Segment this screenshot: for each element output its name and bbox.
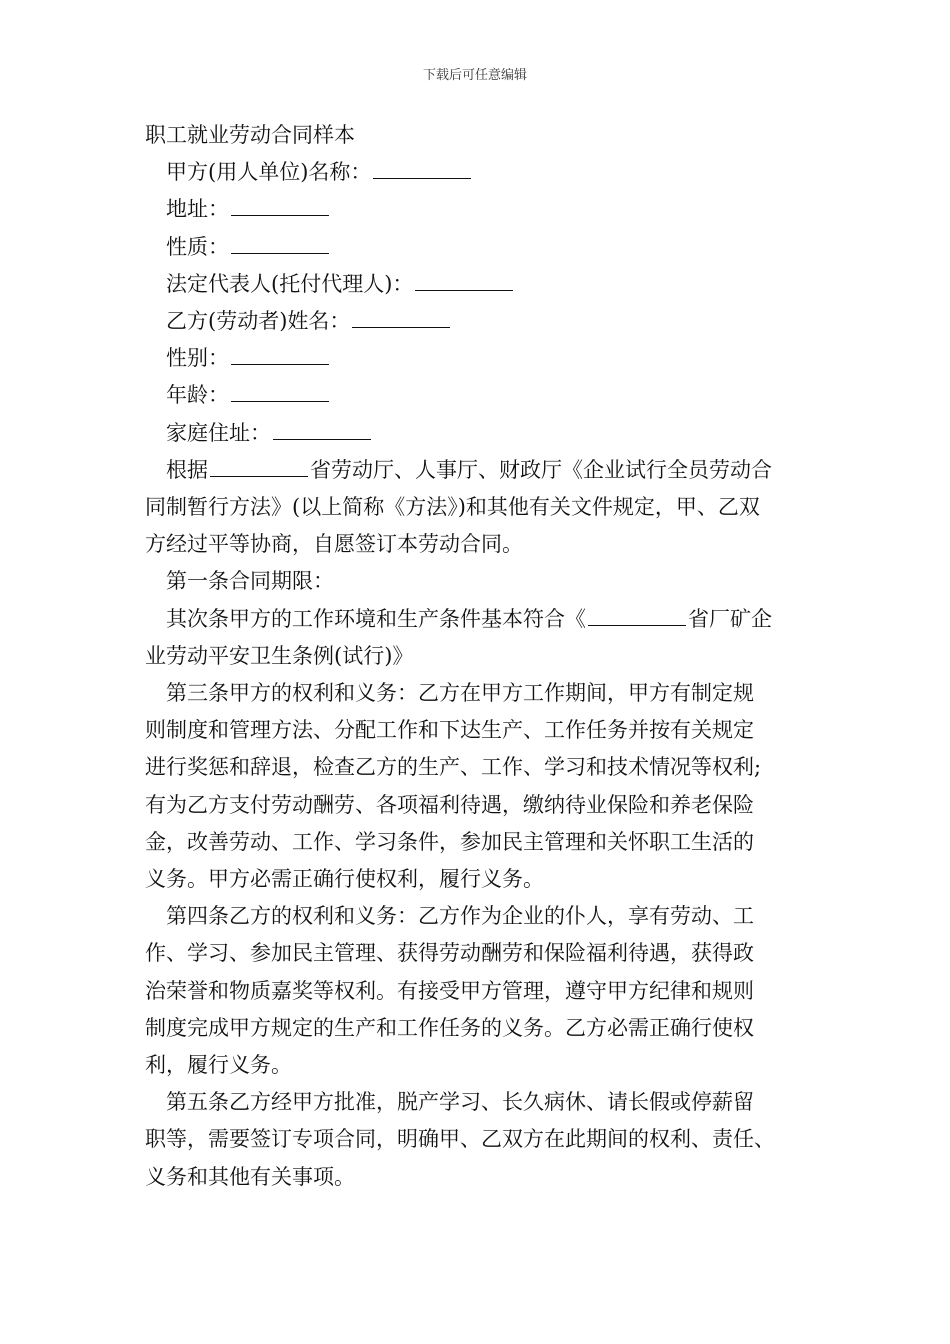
fill-blank[interactable]: [231, 340, 329, 365]
contract-document: [145, 117, 825, 1196]
article-5-line: 第五条乙方经甲方批准，脱产学习、长久病休、请长假或停薪留: [166, 1090, 754, 1115]
article-5-line: 义务和其他有关事项。: [145, 1164, 355, 1189]
field-employee-name: [145, 303, 825, 340]
article-4-line: 利，履行义务。: [145, 1053, 292, 1078]
field-employer-name: [145, 154, 825, 191]
article-3-line: 进行奖惩和辞退，检查乙方的生产、工作、学习和技术情况等权利;: [145, 755, 762, 780]
field-age: [145, 377, 825, 414]
fill-blank[interactable]: [210, 452, 308, 477]
fill-blank[interactable]: [231, 229, 329, 254]
field-label: 家庭住址：: [166, 420, 271, 445]
article-4-line: 治荣誉和物质嘉奖等权利。有接受甲方管理，遵守甲方纪律和规则: [145, 978, 754, 1003]
article-3-line: 第三条甲方的权利和义务：乙方在甲方工作期间，甲方有制定规: [166, 681, 754, 706]
field-nature: [145, 229, 825, 266]
article-4-line: 制度完成甲方规定的生产和工作任务的义务。乙方必需正确行使权: [145, 1015, 754, 1040]
fill-blank[interactable]: [588, 601, 686, 626]
article-2-line-2: 业劳动平安卫生条例(试行)》: [145, 643, 414, 668]
fill-blank[interactable]: [373, 154, 471, 179]
field-address: [145, 191, 825, 228]
document-title: 职工就业劳动合同样本: [145, 123, 355, 147]
basis-line-1: [145, 452, 825, 489]
article-2-line-1: [145, 601, 825, 638]
field-label: 乙方(劳动者)姓名：: [166, 309, 351, 334]
article-3-line: 义务。甲方必需正确行使权利，履行义务。: [145, 867, 544, 892]
article-3-line: 有为乙方支付劳动酬劳、各项福利待遇，缴纳待业保险和养老保险: [145, 792, 754, 817]
field-home-address: [145, 415, 825, 452]
text-span: 其次条甲方的工作环境和生产条件基本符合《: [166, 606, 586, 631]
field-label: 法定代表人(托付代理人)：: [166, 271, 414, 296]
article-5-line: 职等，需要签订专项合同，明确甲、乙双方在此期间的权利、责任、: [145, 1127, 775, 1152]
fill-blank[interactable]: [231, 191, 329, 216]
field-label: 地址：: [166, 197, 229, 222]
fill-blank[interactable]: [415, 266, 513, 291]
article-1: 第一条合同期限：: [166, 569, 334, 594]
fill-blank[interactable]: [273, 415, 371, 440]
article-3-line: 则制度和管理方法、分配工作和下达生产、工作任务并按有关规定: [145, 718, 754, 743]
field-gender: [145, 340, 825, 377]
page-header: 下载后可任意编辑: [422, 68, 527, 83]
fill-blank[interactable]: [231, 377, 329, 402]
text-span: 省厂矿企: [688, 606, 772, 631]
fill-blank[interactable]: [352, 303, 450, 328]
field-label: 年龄：: [166, 383, 229, 408]
article-3-line: 金，改善劳动、工作、学习条件，参加民主管理和关怀职工生活的: [145, 829, 754, 854]
field-label: 甲方(用人单位)名称：: [166, 160, 372, 185]
basis-line-2: 同制暂行方法》(以上简称《方法》)和其他有关文件规定，甲、乙双: [145, 495, 760, 520]
basis-line-3: 方经过平等协商，自愿签订本劳动合同。: [145, 532, 523, 557]
text-span: 根据: [166, 457, 208, 482]
field-legal-rep: [145, 266, 825, 303]
article-4-line: 第四条乙方的权利和义务：乙方作为企业的仆人，享有劳动、工: [166, 904, 754, 929]
article-4-line: 作、学习、参加民主管理、获得劳动酬劳和保险福利待遇，获得政: [145, 941, 754, 966]
text-span: 省劳动厅、人事厅、财政厅《企业试行全员劳动合: [310, 457, 772, 482]
field-label: 性质：: [166, 234, 229, 259]
field-label: 性别：: [166, 346, 229, 371]
